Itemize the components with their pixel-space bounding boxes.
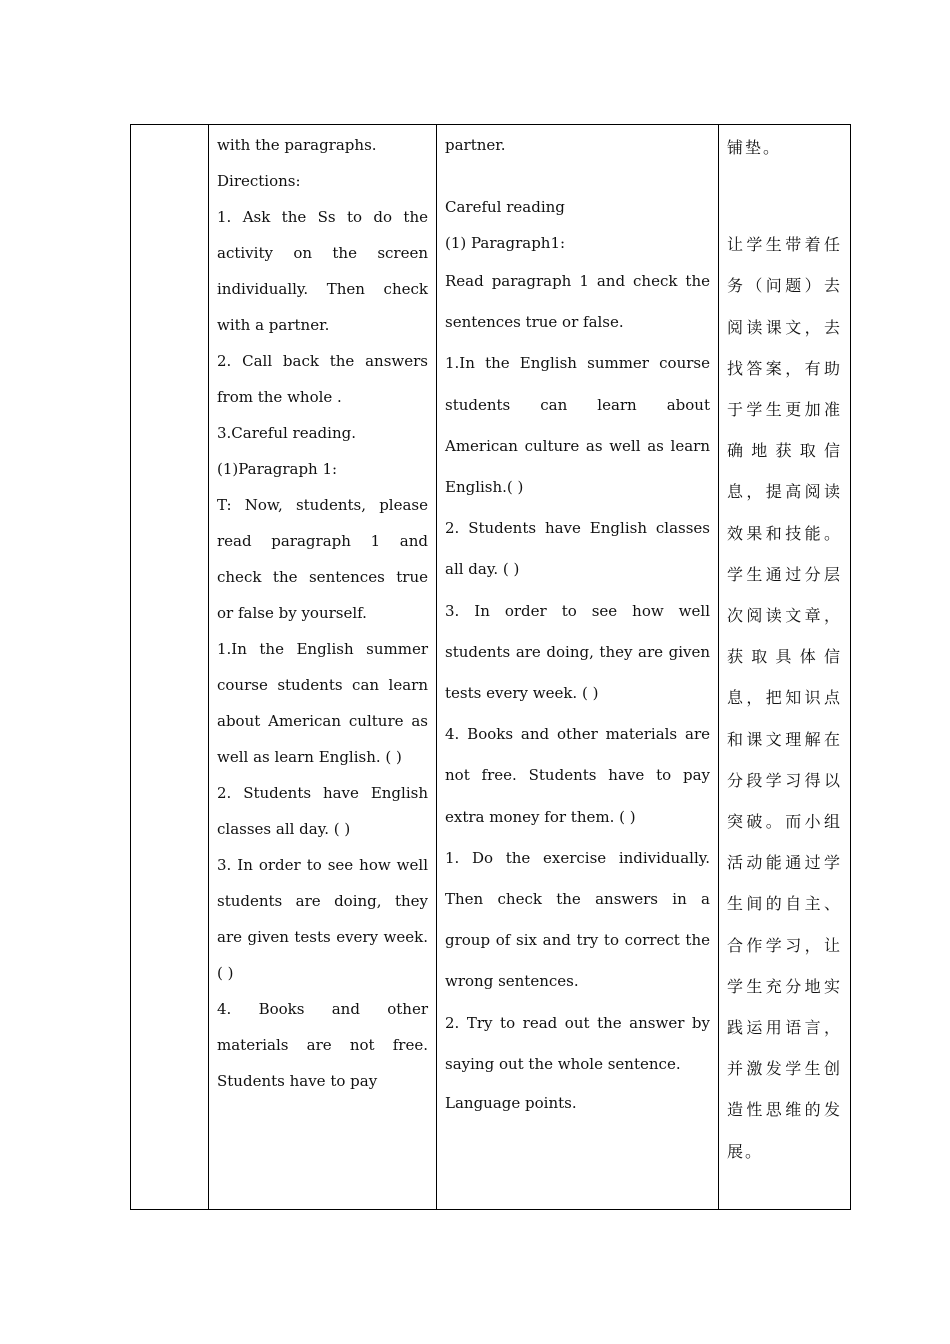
paragraph-line: 2. Call back the answers from the whole . xyxy=(217,352,428,406)
paragraph-line: 4. Books and other materials are not free. Students have to pay xyxy=(217,1000,428,1090)
paragraph-line: 1. Do the exercise individually. Then check the answers in a group of six and try to correct the wrong sentences. xyxy=(445,848,710,991)
paragraph-line: Directions: xyxy=(217,172,301,190)
paragraph-line: partner. xyxy=(445,136,506,154)
paragraph-line: 1.In the English summer course students can learn about American culture as well as learn English.( ) xyxy=(445,354,710,497)
teacher-activity-cell xyxy=(209,125,437,1210)
stage-column-cell xyxy=(131,125,209,1210)
paragraph-line: T: Now, students, please read paragraph 1 and check the sentences true or false by yourself. xyxy=(217,496,428,622)
teacher-activity-text xyxy=(209,125,436,1099)
paragraph-line: 3. In order to see how well students are doing, they are given tests every week. ( ) xyxy=(445,601,710,703)
student-activity-text xyxy=(437,125,718,1121)
paragraph-line: 1.In the English summer course students can learn about American culture as well as learn English. ( ) xyxy=(217,640,428,766)
paragraph-line: Language points. xyxy=(445,1094,577,1113)
paragraph-line: 3. In order to see how well students are doing, they are given tests every week. ( ) xyxy=(217,856,428,982)
paragraph-line: with the paragraphs. xyxy=(217,136,377,154)
paragraph-line: 2. Students have English classes all day. ( ) xyxy=(445,519,710,579)
paragraph-line: Careful reading xyxy=(445,198,565,216)
paragraph-line: 4. Books and other materials are not free. Students have to pay extra money for them. ( ) xyxy=(445,725,710,826)
paragraph-line: Read paragraph 1 and check the sentences true or false. xyxy=(445,272,710,332)
paragraph-line: 2. Try to read out the answer by saying out the whole sentence. xyxy=(445,1013,710,1073)
design-intent-top: 铺垫。 xyxy=(727,138,782,157)
design-intent-cell xyxy=(719,125,851,1210)
paragraph-line: 3.Careful reading. xyxy=(217,424,356,442)
paragraph-line: (1) Paragraph1: xyxy=(445,234,566,252)
paragraph-line: (1)Paragraph 1: xyxy=(217,460,338,478)
lesson-plan-table xyxy=(130,124,851,1210)
paragraph-line: 1. Ask the Ss to do the activity on the screen individually. Then check with a partner. xyxy=(217,208,428,334)
design-intent-body: 让学生带着任务（问题）去阅读课文，去找答案，有助于学生更加准确地获取信息，提高阅读效果和技能。学生通过分层次阅读文章，获取具体信息，把知识点和课文理解在分段学习得以突破。而小组活动能通过学生间的自主、合作学习，让学生充分地实践运用语言，并激发学生创造性思维的发展。 xyxy=(727,235,842,1161)
student-activity-cell xyxy=(437,125,719,1210)
paragraph-line: 2. Students have English classes all day. ( ) xyxy=(217,784,428,838)
